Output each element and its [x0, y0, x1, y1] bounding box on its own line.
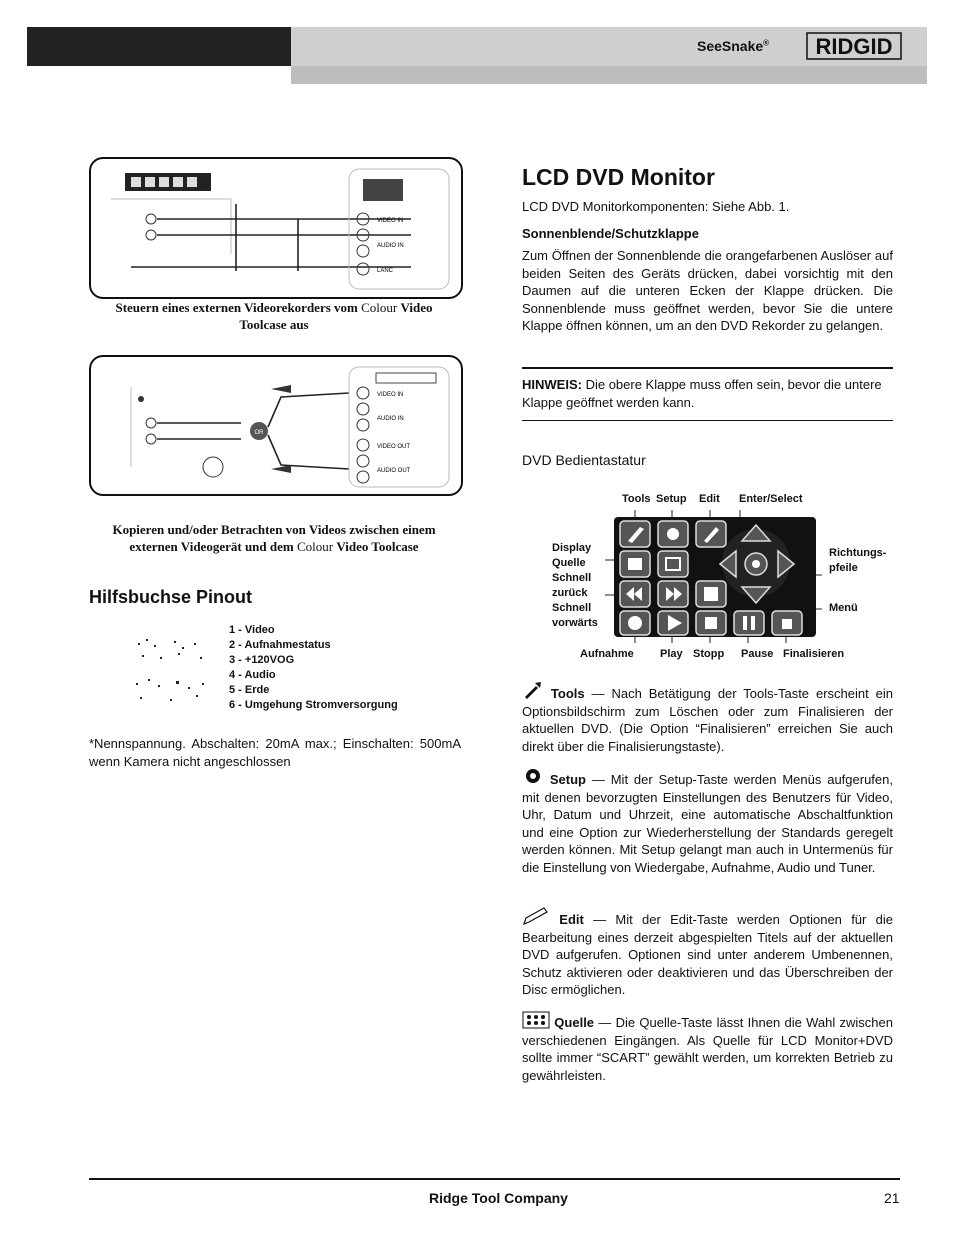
kp-label-pause: Pause [741, 648, 774, 660]
kp-label-setup: Setup [656, 493, 687, 505]
kp-left-labels [552, 541, 598, 631]
kp-label-finalisieren: Finalisieren [783, 648, 845, 660]
kp-label-schnell2: Schnell [552, 602, 592, 614]
figure-copy-video [89, 355, 463, 496]
figure-external-recorder [89, 157, 463, 299]
note-label: HINWEIS: [522, 377, 582, 392]
kp-label-menu: Menü [829, 602, 858, 614]
kp-label-play: Play [660, 648, 683, 660]
kp-label-aufnahme: Aufnahme [580, 648, 634, 660]
svg-text:RIDGID: RIDGID [815, 34, 893, 59]
wiring-diagram-2 [91, 357, 461, 494]
svg-text:VIDEO OUT: VIDEO OUT [377, 444, 411, 450]
kp-label-stopp: Stopp [693, 648, 725, 660]
svg-text:OR: OR [254, 430, 264, 436]
kp-label-tools: Tools [622, 493, 651, 505]
page-number: 21 [884, 1190, 900, 1206]
keypad-title: DVD Bedientastatur [522, 452, 646, 468]
kp-label-enter: Enter/Select [739, 493, 803, 505]
lcd-intro: LCD DVD Monitorkomponenten: Siehe Abb. 1. [522, 199, 790, 214]
kp-label-zurueck: zurück [552, 587, 588, 599]
pin-item: 6 - Umgehung Stromversorgung [229, 699, 398, 711]
wiring-diagram-1 [91, 159, 461, 297]
wrench-icon [522, 680, 544, 700]
pin-item: 1 - Video [229, 624, 275, 636]
figure2-caption: Kopieren und/oder Betrachten von Videos zwischen einem externen Videogerät und dem Colour Video Toolcase [112, 522, 436, 554]
kp-label-display: Display [552, 542, 592, 554]
note-rule-top [522, 367, 893, 369]
pinout-title: Hilfsbuchse Pinout [89, 587, 253, 607]
gear-icon [522, 766, 544, 786]
kp-label-vorwaerts: vorwärts [552, 617, 598, 629]
pinout-note: *Nennspannung. Abschalten: 20mA max.; Einschalten: 500mA wenn Kamera nicht angeschlossen [89, 736, 461, 769]
kp-label-schnell1: Schnell [552, 572, 592, 584]
pin-item: 3 - +120VOG [229, 654, 295, 666]
lcd-subheading: Sonnenblende/Schutzklappe [522, 226, 699, 241]
quelle-key[interactable] [658, 551, 688, 577]
svg-text:VIDEO IN: VIDEO IN [377, 392, 404, 398]
kp-label-pfeile: pfeile [829, 562, 858, 574]
kp-label-edit: Edit [699, 493, 720, 505]
svg-text:AUDIO OUT: AUDIO OUT [377, 468, 411, 474]
kp-label-quelle: Quelle [552, 557, 586, 569]
setup-description: Setup — Mit der Setup-Taste werden Menüs aufgerufen, mit denen bevorzugten Einstellungen des Benutzers für Video, Uhr, Datum und Uhrzeit, eine automatische Abschaltfunktion und eine Option zur Wiederherstellung der Standards geregelt werden können. Mit Setup gelangt man auch in Untermenüs für die Einstellung von Wiedergabe, Aufnahme, Audio und Tuner. [522, 766, 893, 877]
section-title: LCD DVD Monitor [522, 164, 715, 190]
footer-company: Ridge Tool Company [429, 1190, 568, 1206]
keypad-diagram [600, 505, 830, 650]
note-box [522, 376, 893, 411]
quelle-description: Quelle — Die Quelle-Taste lässt Ihnen die Wahl zwischen verschiedenen Eingängen. Als Quelle für LCD Monitor+DVD sollte immer “SCART” gewählt werden, um korrekten Betrieb zu gewährleisten. [522, 1011, 893, 1084]
footer-rule [89, 1178, 900, 1180]
pin-item: 5 - Erde [229, 684, 270, 696]
source-icon [522, 1011, 550, 1029]
pin-item: 2 - Aufnahmestatus [229, 639, 331, 651]
svg-text:AUDIO IN: AUDIO IN [377, 416, 404, 422]
ridgid-logo [806, 31, 902, 61]
svg-text:VIDEO IN: VIDEO IN [377, 218, 404, 224]
pin-item: 4 - Audio [229, 669, 276, 681]
kp-label-richtungs: Richtungs- [829, 547, 887, 559]
pinout-connector-image [130, 633, 210, 708]
svg-text:AUDIO IN: AUDIO IN [377, 243, 404, 249]
pencil-icon [522, 906, 550, 926]
edit-description: Edit — Mit der Edit-Taste werden Optionen für die Bearbeitung eines derzeit abgespielten Titels auf der aktuellen DVD aufgerufen. Optionen sind unter anderem Umbenennen, Schutz aktivieren oder deaktivieren und das Überschreiben der Disc ermöglichen. [522, 906, 893, 999]
header-bar-gray-lower [291, 66, 927, 84]
note-rule-bottom [522, 420, 893, 421]
note-text: Die obere Klappe muss offen sein, bevor die untere Klappe geöffnet werden kann. [522, 377, 882, 410]
lcd-body: Zum Öffnen der Sonnenblende die orangefarbenen Auslöser auf beiden Seiten des Geräts drücken, dabei vorsichtig mit den Daumen auf die unteren Ecken der Klappe drücken. Die Sonnenblende muss geöffnet werden, bevor Sie die untere Klappe öffnen können, um an den DVD Rekorder zu gelangen. [522, 248, 893, 334]
pause-key[interactable] [734, 611, 764, 635]
figure1-caption: Steuern eines externen Videorekorders vom Colour Video Toolcase aus [115, 300, 433, 332]
header-bar-dark [27, 27, 291, 66]
svg-text:LANC: LANC [377, 268, 394, 274]
tools-description: Tools — Nach Betätigung der Tools-Taste erscheint ein Optionsbildschirm zum Löschen oder zum Finalisieren der aktuellen DVD. (Die Option “Finalisieren” erreichen Sie auch direkt über die Finalisierungstaste). [522, 680, 893, 755]
brand-name: SeeSnake® [697, 38, 770, 54]
pinout-list [229, 623, 398, 713]
